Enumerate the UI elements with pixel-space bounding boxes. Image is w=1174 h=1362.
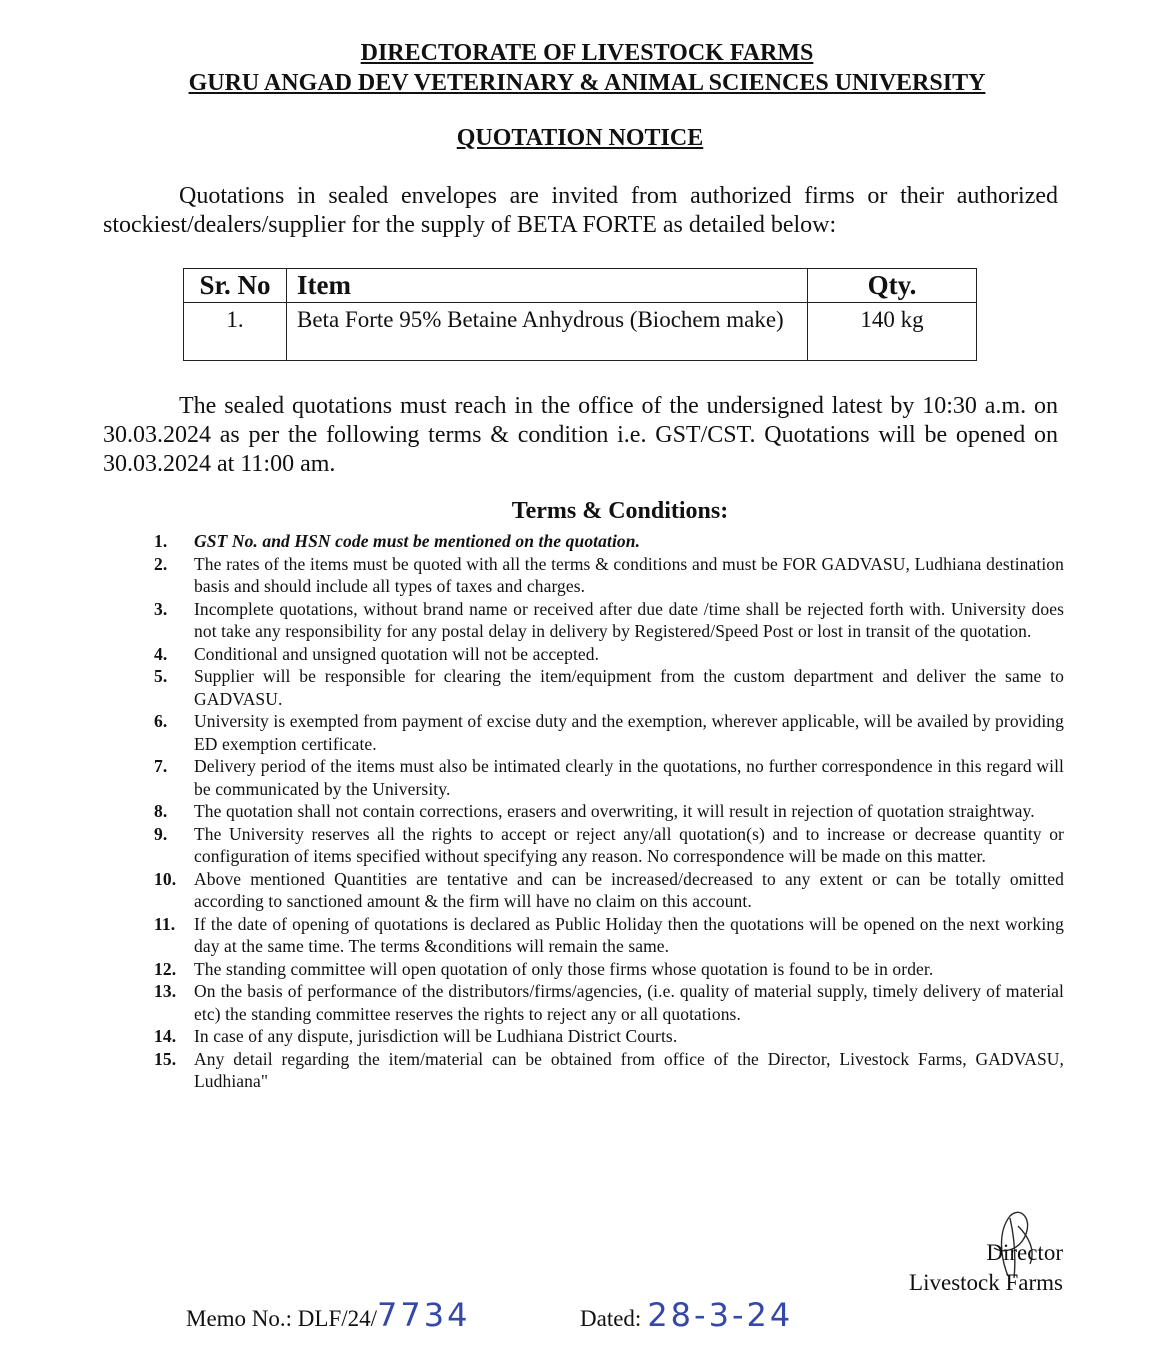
list-item: [150, 755, 1064, 800]
term-number: 13.: [154, 981, 177, 1001]
list-item: [150, 823, 1064, 868]
dated-value: 28-3-24: [647, 1296, 794, 1334]
header-qty: Qty.: [808, 269, 977, 303]
term-text: If the date of opening of quotations is declared as Public Holiday then the quotations will be opened on the next working day at the same time. The terms &conditions will remain the same.: [194, 913, 1064, 956]
list-item: [150, 710, 1064, 755]
term-text: Any detail regarding the item/material can be obtained from office of the Director, Livestock Farms, GADVASU, Ludhiana": [194, 1048, 1064, 1091]
term-number: 2.: [154, 553, 168, 574]
dated-line: [580, 1296, 793, 1334]
term-number: 12.: [154, 958, 177, 979]
term-text: The standing committee will open quotation of only those firms whose quotation is found to be in order.: [194, 958, 934, 979]
list-item: [150, 868, 1064, 913]
header-sr-no: Sr. No: [184, 269, 287, 303]
term-number: 8.: [154, 801, 168, 821]
deadline-paragraph: The sealed quotations must reach in the office of the undersigned latest by 10:30 a.m. on 30.03.2024 as per the following terms & condition i.e. GST/CST. Quotations will be opened on 30.03.2024 at 11:00 am.: [103, 393, 1058, 477]
term-number: 7.: [154, 756, 168, 776]
intro-paragraph: Quotations in sealed envelopes are invited from authorized firms or their authorized stockiest/dealers/supplier for the supply of BETA FORTE as detailed below:: [103, 183, 1058, 238]
term-number: 3.: [154, 598, 168, 619]
term-text: Conditional and unsigned quotation will not be accepted.: [194, 643, 600, 664]
list-item: [150, 1025, 1064, 1048]
cell-qty: 140 kg: [808, 303, 977, 361]
term-number: 6.: [154, 711, 168, 731]
list-item: [150, 553, 1064, 598]
list-item: [150, 800, 1064, 823]
term-text: University is exempted from payment of excise duty and the exemption, wherever applicable, will be availed by providing ED exemption certificate.: [194, 711, 1064, 754]
list-item: [150, 980, 1064, 1025]
terms-list: [150, 530, 1064, 1093]
letterhead-line1: DIRECTORATE OF LIVESTOCK FARMS: [360, 40, 814, 66]
list-item: [150, 665, 1064, 710]
term-text: Above mentioned Quantities are tentative and can be increased/decreased to any extent or can be totally omitted according to sanctioned amount & the firm will have no claim on this account.: [194, 868, 1064, 911]
term-number: 11.: [154, 913, 176, 934]
list-item: [150, 913, 1064, 958]
table-header-row: [184, 269, 977, 303]
cell-sr-no: 1.: [184, 303, 287, 361]
header-item: Item: [287, 269, 808, 303]
term-number: 4.: [154, 643, 168, 664]
table-row: [184, 303, 977, 361]
term-number: 14.: [154, 1026, 177, 1046]
letterhead: [0, 38, 1174, 98]
notice-title: QUOTATION NOTICE: [456, 125, 704, 151]
term-number: 5.: [154, 666, 168, 686]
term-text: The University reserves all the rights to accept or reject any/all quotation(s) and to increase or decrease quantity or configuration of items specified without specifying any reason. No correspondence will be made on this matter.: [194, 823, 1064, 866]
list-item: [150, 643, 1064, 666]
memo-line: [186, 1296, 470, 1334]
term-text: GST No. and HSN code must be mentioned on the quotation.: [194, 531, 641, 551]
term-text: Supplier will be responsible for clearing the item/equipment from the custom department and deliver the same to GADVASU.: [194, 666, 1064, 709]
term-text: In case of any dispute, jurisdiction will be Ludhiana District Courts.: [194, 1026, 678, 1046]
term-text: On the basis of performance of the distributors/firms/agencies, (i.e. quality of material supply, timely delivery of material etc) the standing committee reserves the rights to reject any or all quotations.: [194, 981, 1064, 1024]
term-number: 10.: [154, 868, 177, 889]
signatory-title: Director: [986, 1240, 1063, 1265]
cell-item: Beta Forte 95% Betaine Anhydrous (Biochem make): [287, 303, 808, 361]
list-item: [150, 1048, 1064, 1093]
list-item: [150, 598, 1064, 643]
term-number: 9.: [154, 823, 168, 844]
term-text: The rates of the items must be quoted with all the terms & conditions and must be FOR GADVASU, Ludhiana destination basis and should include all types of taxes and charges.: [194, 553, 1064, 596]
terms-title: Terms & Conditions:: [511, 498, 729, 524]
term-text: Delivery period of the items must also be intimated clearly in the quotations, no further correspondence in this regard will be communicated by the University.: [194, 756, 1064, 799]
signatory-office: Livestock Farms: [909, 1270, 1063, 1295]
signatory-block: [880, 1238, 1063, 1298]
memo-number: 7734: [377, 1296, 471, 1334]
list-item: [150, 530, 1064, 553]
term-number: 1.: [154, 531, 168, 551]
letterhead-line2: GURU ANGAD DEV VETERINARY & ANIMAL SCIENCES UNIVERSITY: [188, 70, 986, 96]
list-item: [150, 958, 1064, 981]
items-table: [183, 268, 977, 361]
term-number: 15.: [154, 1048, 177, 1069]
term-text: Incomplete quotations, without brand name or received after due date /time shall be rejected forth with. University does not take any responsibility for any postal delay in delivery by Registered/Speed Post or lost in transit of the quotation.: [194, 598, 1064, 641]
memo-label: Memo No.: DLF/24/: [186, 1306, 378, 1331]
dated-label: Dated:: [580, 1306, 642, 1331]
term-text: The quotation shall not contain corrections, erasers and overwriting, it will result in rejection of quotation straightway.: [194, 801, 1035, 821]
